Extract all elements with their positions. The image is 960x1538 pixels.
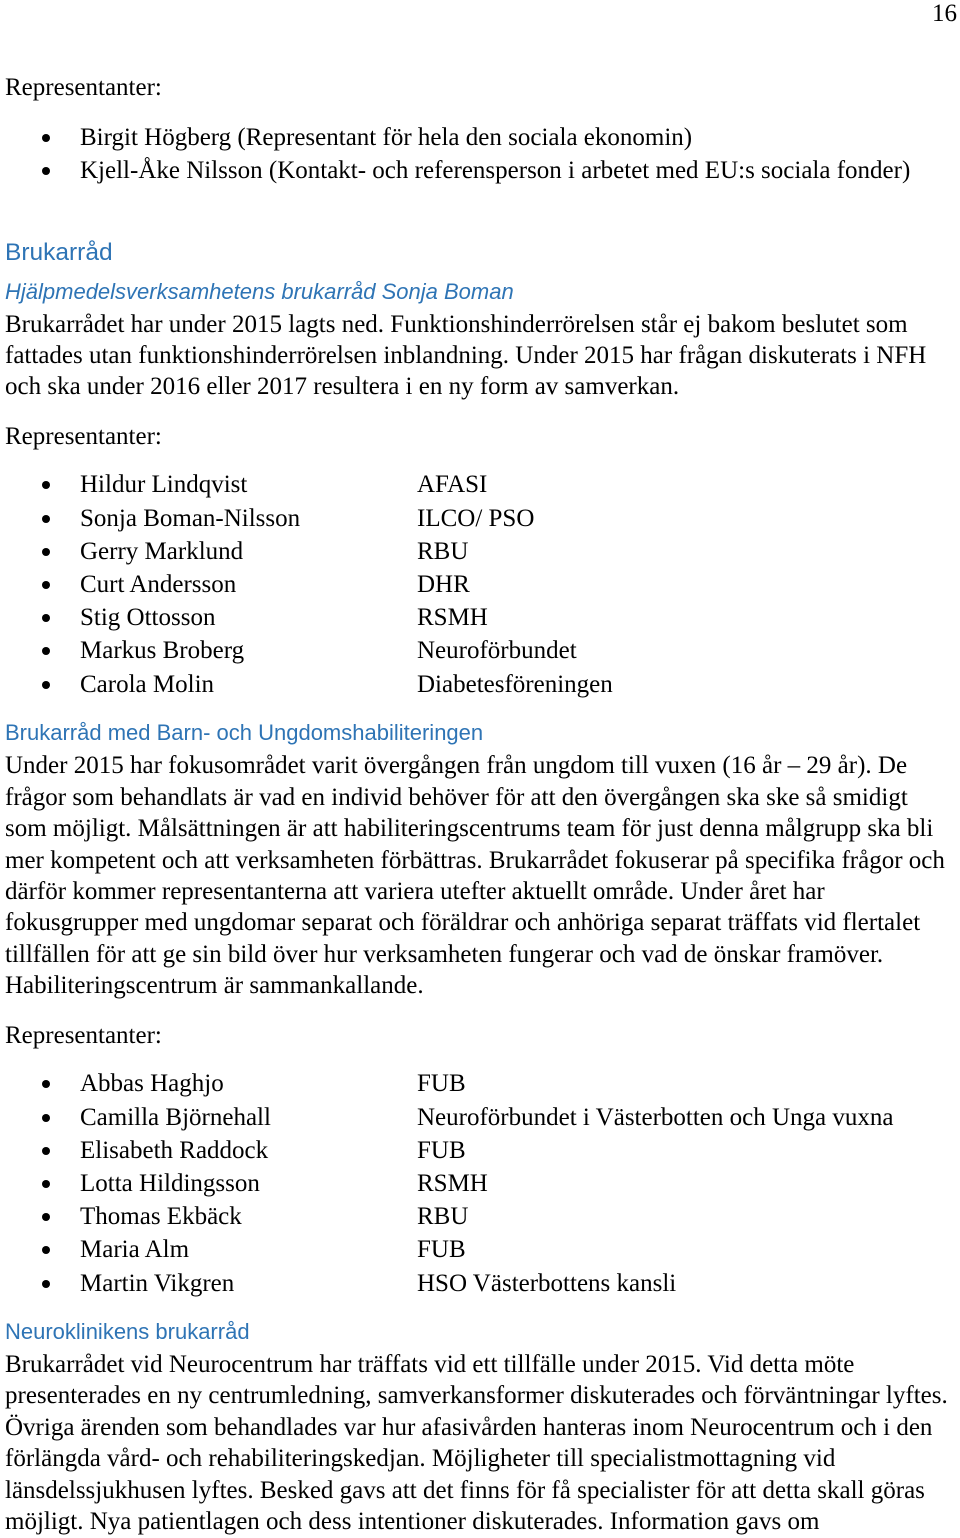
list-item xyxy=(0,121,960,154)
list-item xyxy=(0,468,960,501)
representatives-label: Representanter: xyxy=(5,1021,162,1049)
representative-organization: FUB xyxy=(417,1136,466,1164)
list-item xyxy=(0,1134,960,1167)
representatives-label: Representanter: xyxy=(5,74,162,101)
paragraph-line: som möjligt. Målsättningen är att habiliteringscentrums team för just denna målgrupp ska bli xyxy=(5,815,934,843)
representative-organization: Diabetesföreningen xyxy=(417,670,613,698)
bullet-icon xyxy=(42,1114,50,1122)
representative-organization: FUB xyxy=(417,1070,466,1098)
representative-organization: AFASI xyxy=(417,471,488,499)
section-heading: Brukarråd med Barn- och Ungdomshabiliteringen xyxy=(5,720,484,745)
paragraph-line: därför kommer representanterna att variera utefter aktuellt område. Under året har xyxy=(5,877,825,905)
list-item xyxy=(0,601,960,634)
bullet-icon xyxy=(42,167,50,175)
paragraph-line: mer kompetent och att verksamheten förbättras. Brukarrådet fokuserar på specifika frågor och xyxy=(5,846,945,874)
representative-name: Curt Andersson xyxy=(80,570,237,598)
paragraph-line: länsdelssjukhusen lyftes. Besked gavs att det finns för få specialister för att detta skall göras xyxy=(5,1476,925,1504)
paragraph-line: möjligt. Nya patientlagen och dess intentioner diskuterades. Information gavs om xyxy=(5,1508,820,1536)
paragraph-line: tillfällen för att ge sin bild över hur verksamheten fungerar och vad de önskar framöver. xyxy=(5,940,884,968)
representative-organization: FUB xyxy=(417,1236,466,1264)
list-item xyxy=(0,1101,960,1134)
list-item xyxy=(0,568,960,601)
list-item xyxy=(0,634,960,667)
paragraph-line: frågor som behandlats är vad en individ behöver för att den övergången ska ske så smidigt xyxy=(5,783,908,811)
representative-name: Markus Broberg xyxy=(80,637,245,665)
list-item xyxy=(0,1067,960,1100)
representative-name: Abbas Haghjo xyxy=(80,1070,224,1098)
list-item xyxy=(0,1233,960,1266)
representative-organization: RSMH xyxy=(417,604,488,632)
paragraph-line: Habiliteringscentrum är sammankallande. xyxy=(5,972,424,1000)
representative-name: Stig Ottosson xyxy=(80,604,216,632)
bullet-icon xyxy=(42,1080,50,1088)
page-number: 16 xyxy=(932,0,957,27)
paragraph-line: Under 2015 har fokusområdet varit övergången från ungdom till vuxen (16 år – 29 år). De xyxy=(5,752,908,780)
representative-name: Carola Molin xyxy=(80,670,215,698)
bullet-icon xyxy=(42,1180,50,1188)
representative-name: Lotta Hildingsson xyxy=(80,1169,260,1197)
bullet-icon xyxy=(42,681,50,689)
representatives-list xyxy=(0,121,960,187)
list-item xyxy=(0,668,960,701)
paragraph-line: Övriga ärenden som behandlades var hur afasivården hanteras inom Neurocentrum och i den xyxy=(5,1413,933,1441)
section-heading: Neuroklinikens brukarråd xyxy=(5,1319,250,1344)
representative-entry: Kjell-Åke Nilsson (Kontakt- och referensperson i arbetet med EU:s sociala fonder) xyxy=(80,156,911,184)
representatives-list xyxy=(0,1067,960,1299)
paragraph-line: fokusgrupper med ungdomar separat och föräldrar och anhöriga separat träffats vid flertalet xyxy=(5,909,921,937)
bullet-icon xyxy=(42,548,50,556)
bullet-icon xyxy=(42,647,50,655)
paragraph-line: Brukarrådet har under 2015 lagts ned. Funktionshinderrörelsen står ej bakom beslutet som xyxy=(5,310,908,338)
representative-organization: RSMH xyxy=(417,1169,488,1197)
bullet-icon xyxy=(42,1147,50,1155)
bullet-icon xyxy=(42,515,50,523)
representative-organization: Neuroförbundet xyxy=(417,637,577,665)
bullet-icon xyxy=(42,1213,50,1221)
list-item xyxy=(0,1200,960,1233)
representative-name: Thomas Ekbäck xyxy=(80,1203,242,1231)
bullet-icon xyxy=(42,1246,50,1254)
representative-organization: Neuroförbundet i Västerbotten och Unga vuxna xyxy=(417,1103,894,1131)
bullet-icon xyxy=(42,581,50,589)
paragraph-line: Brukarrådet vid Neurocentrum har träffats vid ett tillfälle under 2015. Vid detta möte xyxy=(5,1351,855,1378)
paragraph xyxy=(5,309,960,402)
representative-name: Martin Vikgren xyxy=(80,1269,235,1297)
representative-organization: DHR xyxy=(417,570,470,598)
representative-organization: RBU xyxy=(417,1203,469,1231)
paragraph-line: presenterades en ny centrumledning, samverkansformer diskuterades och förväntningar lyftes. xyxy=(5,1382,948,1410)
bullet-icon xyxy=(42,481,50,489)
representative-name: Camilla Björnehall xyxy=(80,1103,271,1131)
bullet-icon xyxy=(42,134,50,142)
paragraph-line: och ska under 2016 eller 2017 resultera i en ny form av samverkan. xyxy=(5,372,680,400)
list-item xyxy=(0,1267,960,1300)
representative-name: Maria Alm xyxy=(80,1236,190,1264)
bullet-icon xyxy=(42,1280,50,1288)
representative-name: Hildur Lindqvist xyxy=(80,471,248,499)
section-heading: Brukarråd xyxy=(5,239,113,266)
representative-organization: ILCO/ PSO xyxy=(417,504,535,532)
representative-organization: HSO Västerbottens kansli xyxy=(417,1269,677,1297)
list-item xyxy=(0,535,960,568)
representative-entry: Birgit Högberg (Representant för hela den sociala ekonomin) xyxy=(80,123,693,151)
representatives-list xyxy=(0,468,960,700)
bullet-icon xyxy=(42,614,50,622)
representative-name: Elisabeth Raddock xyxy=(80,1136,269,1164)
list-item xyxy=(0,1167,960,1200)
list-item xyxy=(0,502,960,535)
section-subheading: Hjälpmedelsverksamhetens brukarråd Sonja Boman xyxy=(5,279,514,304)
list-item xyxy=(0,154,960,187)
paragraph-line: förlängda vård- och rehabiliteringskedjan. Möjligheter till specialistmottagning vid xyxy=(5,1445,836,1473)
paragraph-line: fattades utan funktionshinderrörelsen inblandning. Under 2015 har frågan diskuterats i NFH xyxy=(5,341,927,369)
representative-organization: RBU xyxy=(417,537,469,565)
representatives-label: Representanter: xyxy=(5,422,162,450)
representative-name: Gerry Marklund xyxy=(80,537,244,565)
paragraph xyxy=(5,750,960,1001)
representative-name: Sonja Boman-Nilsson xyxy=(80,504,301,532)
paragraph xyxy=(5,1349,960,1537)
